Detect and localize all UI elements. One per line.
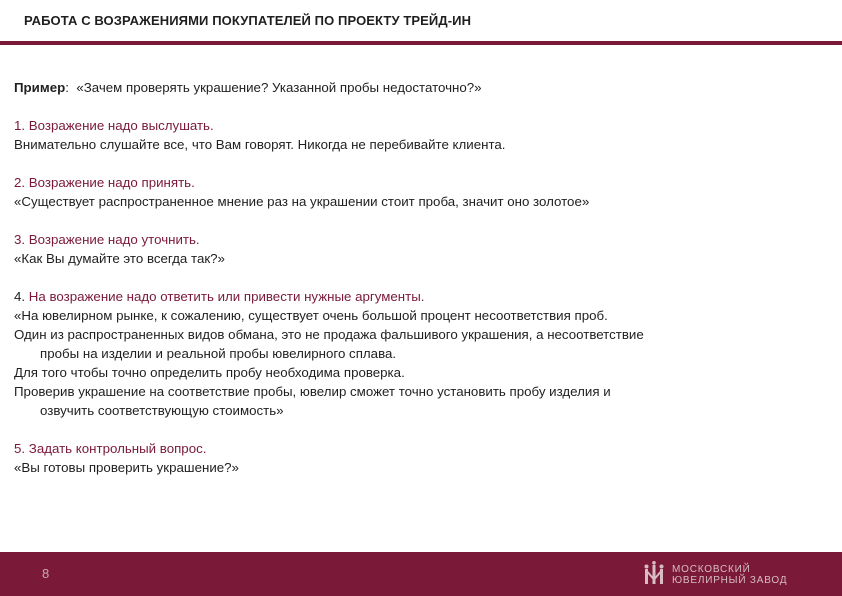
logo-text xyxy=(672,564,787,586)
logo-line-1: МОСКОВСКИЙ xyxy=(672,564,751,575)
step-4-heading: На возражение надо ответить или привести нужные аргументы. xyxy=(28,289,425,304)
step-4-title xyxy=(14,287,804,306)
step-4-number: 4. xyxy=(14,289,26,304)
step-1-title: 1. Возражение надо выслушать. xyxy=(14,118,214,133)
example-line xyxy=(14,78,804,97)
step-4-text-3: пробы на изделии и реальной пробы ювелирного сплава. xyxy=(40,346,397,361)
company-logo xyxy=(643,560,787,590)
crown-logo-icon xyxy=(643,561,665,590)
example-colon: : xyxy=(65,80,69,95)
step-3-text: «Как Вы думайте это всегда так?» xyxy=(14,251,225,266)
step-4-text-5: Проверив украшение на соответствие пробы, ювелир сможет точно установить пробу изделия и xyxy=(14,384,611,399)
header-divider xyxy=(0,41,842,45)
step-4-text-2: Один из распространенных видов обмана, это не продажа фальшивого украшения, а несоответствие xyxy=(14,327,644,342)
footer-bar xyxy=(0,552,842,596)
logo-line-2: ЮВЕЛИРНЫЙ ЗАВОД xyxy=(672,575,788,586)
step-5-title: 5. Задать контрольный вопрос. xyxy=(14,441,207,456)
step-4-text-1: «На ювелирном рынке, к сожалению, существует очень большой процент несоответствия проб. xyxy=(14,308,608,323)
step-1-text: Внимательно слушайте все, что Вам говорят. Никогда не перебивайте клиента. xyxy=(14,137,506,152)
step-2-text: «Существует распространенное мнение раз на украшении стоит проба, значит оно золотое» xyxy=(14,194,590,209)
step-4-text-6: озвучить соответствующую стоимость» xyxy=(40,403,284,418)
example-label: Пример xyxy=(14,80,66,95)
example-quote: «Зачем проверять украшение? Указанной пробы недостаточно?» xyxy=(76,80,482,95)
slide-body xyxy=(14,78,804,477)
page-title: РАБОТА С ВОЗРАЖЕНИЯМИ ПОКУПАТЕЛЕЙ ПО ПРОЕКТУ ТРЕЙД-ИН xyxy=(24,13,472,28)
page-number: 8 xyxy=(42,566,50,581)
step-4-text-4: Для того чтобы точно определить пробу необходима проверка. xyxy=(14,365,405,380)
step-3-title: 3. Возражение надо уточнить. xyxy=(14,232,200,247)
step-5-text: «Вы готовы проверить украшение?» xyxy=(14,460,239,475)
step-2-title: 2. Возражение надо принять. xyxy=(14,175,195,190)
